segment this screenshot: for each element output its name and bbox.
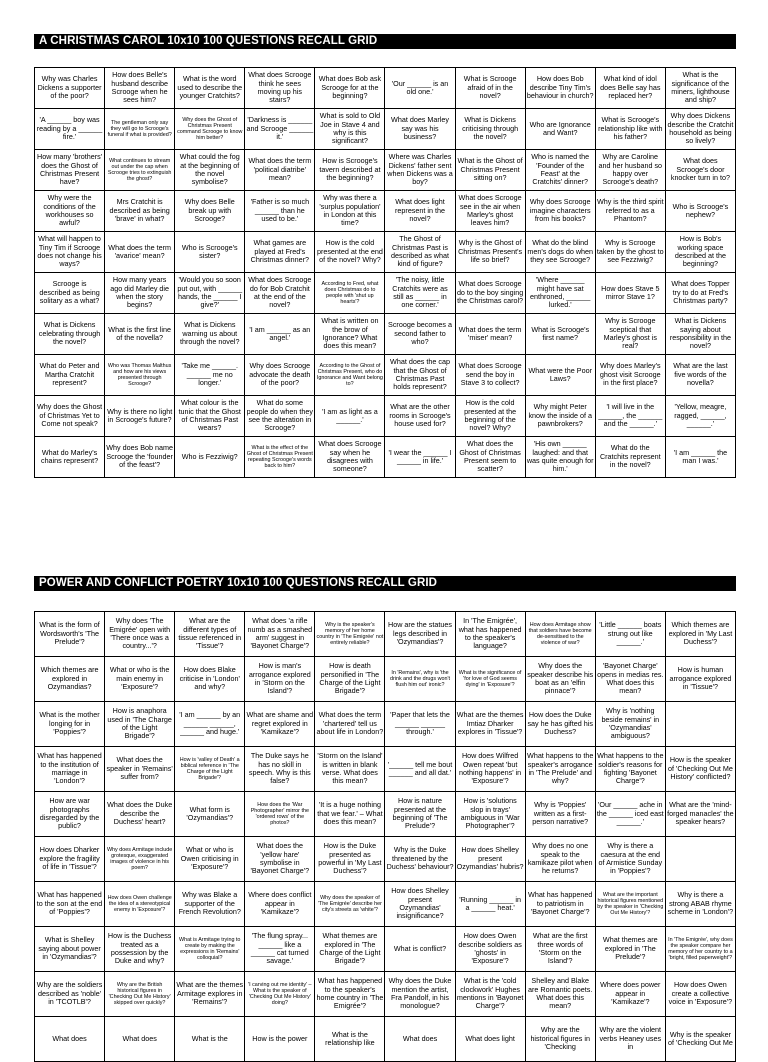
grid-cell: How does Shelley present Ozymandias' hubris? — [455, 837, 525, 882]
grid-cell: How is the cold presented at the end of the novel? Why? — [315, 232, 385, 273]
grid-cell: What colour is the tunic that the Ghost of Christmas Past wears? — [175, 396, 245, 437]
grid-cell: Why does Dickens describe the Cratchit household as being so lively? — [665, 109, 735, 150]
grid-cell: What are shame and regret explored in 'Kamikaze'? — [245, 702, 315, 747]
grid-cell: What is Shelley saying about power in 'Ozymandias'? — [35, 927, 105, 972]
grid-cell: '______ tell me bout ______ and all dat.' — [385, 747, 455, 792]
grid-row — [35, 273, 736, 314]
grid-cell: What does Scrooge see in the air when Marley's ghost leaves him? — [455, 191, 525, 232]
grid-cell: What is Scrooge's relationship like with his father? — [595, 109, 665, 150]
grid-cell: What does the Ghost of Christmas Present seem to scatter? — [455, 437, 525, 478]
grid-row — [35, 191, 736, 232]
grid-cell: What does the 'yellow hare' symbolise in 'Bayonet Charge'? — [245, 837, 315, 882]
grid-cell: Why are the British historical figures in 'Checking Out Me History' skipped over quickly? — [105, 972, 175, 1017]
grid-cell: What is written on the brow of Ignorance? What does this mean? — [315, 314, 385, 355]
grid-cell: Scrooge becomes a second father to who? — [385, 314, 455, 355]
grid-cell: 'A ______ boy was reading by a ______ fire.' — [35, 109, 105, 150]
grid-cell: What happens to the speaker's arrogance in 'The Prelude' and why? — [525, 747, 595, 792]
grid-cell: Why does the Ghost of Christmas Present command Scrooge to know him better? — [175, 109, 245, 150]
grid-cell: What is the Ghost of Christmas Present sitting on? — [455, 150, 525, 191]
grid-cell: The gentleman only say they will go to Scrooge's funeral if what is provided? — [105, 109, 175, 150]
grid-cell: 'Little ______ boats strung out like ______.' — [595, 612, 665, 657]
grid-row — [35, 68, 736, 109]
grid-cell: 'It is a huge nothing that we fear.' – What does this mean? — [315, 792, 385, 837]
grid-cell: 'I carving out me identity' – What is the speaker of 'Checking Out Me History' doing? — [245, 972, 315, 1017]
grid-cell: What games are played at Fred's Christmas dinner? — [245, 232, 315, 273]
grid-cell: What is the 'cold clockwork' Hughes mentions in 'Bayonet Charge'? — [455, 972, 525, 1017]
grid-cell: What has happened to the speaker's home country in 'The Emigrée'? — [315, 972, 385, 1017]
grid-cell: In 'The Emigrée', why does the speaker compare her memory of her country to a 'bright, filled paperweight'? — [665, 927, 735, 972]
grid-row — [35, 747, 736, 792]
grid-cell: Where does power appear in 'Kamikaze'? — [595, 972, 665, 1017]
grid-cell: What is the — [175, 1017, 245, 1062]
grid-cell: What does Scrooge do to the boy singing the Christmas carol? — [455, 273, 525, 314]
grid-cell: Why are Caroline and her husband so happy over Scrooge's death? — [595, 150, 665, 191]
grid-row — [35, 232, 736, 273]
grid-cell: What does 'a rifle numb as a smashed arm' suggest in 'Bayonet Charge'? — [245, 612, 315, 657]
grid-cell: In 'The Emigrée', what has happened to the speaker's language? — [455, 612, 525, 657]
grid-cell: What is Scrooge's first name? — [525, 314, 595, 355]
grid-cell: 'Yellow, meagre, ragged, ______, ______.' — [665, 396, 735, 437]
grid-cell: 'Would you so soon put out, with ______ hands, the ______ I give?' — [175, 273, 245, 314]
grid-cell: What does — [105, 1017, 175, 1062]
grid-cell: Why is 'nothing beside remains' in 'Ozymandias' ambiguous? — [595, 702, 665, 747]
grid-cell: 'Darkness is ______ and Scrooge ______ it.' — [245, 109, 315, 150]
grid-cell: What is the mother longing for in 'Poppies'? — [35, 702, 105, 747]
grid-cell: How is death personified in 'The Charge of the Light Brigade'? — [315, 657, 385, 702]
grid-cell: What is Dickens saying about responsibility in the novel? — [665, 314, 735, 355]
grid-cell: Why is the Duke threatened by the Duchess' behaviour? — [385, 837, 455, 882]
grid-cell: What is Dickens celebrating through the novel? — [35, 314, 105, 355]
grid-cell: What do the Cratchits represent in the novel? — [595, 437, 665, 478]
grid-cell: What does the speaker in 'Remains' suffer from? — [105, 747, 175, 792]
grid-cell: Who are Ignorance and Want? — [525, 109, 595, 150]
grid-cell: Why does the speaker of 'The Emigrée' describe her city's streets as 'white'? — [315, 882, 385, 927]
grid-cell: 'Take me ______. ______ me no longer.' — [175, 355, 245, 396]
grid-cell: How does Owen challenge the idea of a stereotypical enemy in 'Exposure'? — [105, 882, 175, 927]
grid-cell: What is Dickens warning us about through the novel? — [175, 314, 245, 355]
grid-cell: How does the 'War Photographer' mirror the 'ordered rows' of the photos? — [245, 792, 315, 837]
grid-cell: What does Marley say was his business? — [385, 109, 455, 150]
grid-cell: Why is the Ghost of Christmas Present's life so brief? — [455, 232, 525, 273]
grid-cell: What has happened to the institution of marriage in 'London'? — [35, 747, 105, 792]
grid-cell: How is man's arrogance explored in 'Storm on the Island'? — [245, 657, 315, 702]
grid-cell: What is the relationship like — [315, 1017, 385, 1062]
grid-cell: What does the cap that the Ghost of Christmas Past holds represent? — [385, 355, 455, 396]
grid-cell: How is anaphora used in 'The Charge of the Light Brigade'? — [105, 702, 175, 747]
grid-cell: Why was Blake a supporter of the French Revolution? — [175, 882, 245, 927]
grid-cell: Why does Marley's ghost visit Scrooge in the first place? — [595, 355, 665, 396]
section-title-christmas-carol: A CHRISTMAS CAROL 10x10 100 QUESTIONS RECALL GRID — [34, 34, 736, 49]
grid-cell: Why were the conditions of the workhouses so awful? — [35, 191, 105, 232]
grid-cell: How is 'solutions slop in trays' ambiguous in 'War Photographer'? — [455, 792, 525, 837]
grid-cell: Why was Charles Dickens a supporter of the poor? — [35, 68, 105, 109]
grid-row — [35, 437, 736, 478]
grid-cell: What does the term 'miser' mean? — [455, 314, 525, 355]
grid-cell: Who is Scrooge's sister? — [175, 232, 245, 273]
grid-cell: How does Stave 5 mirror Stave 1? — [595, 273, 665, 314]
grid-cell: Why does the Ghost of Christmas Yet to Come not speak? — [35, 396, 105, 437]
grid-cell: According to Fred, what does Christmas do to people with 'shut up hearts'? — [315, 273, 385, 314]
grid-cell: What are the 'mind-forged manacles' the speaker hears? — [665, 792, 735, 837]
grid-cell: What or who is the main enemy in 'Exposure'? — [105, 657, 175, 702]
grid-cell: What could the fog at the beginning of the novel symbolise? — [175, 150, 245, 191]
grid-cell: What or who is Owen criticising in 'Exposure'? — [175, 837, 245, 882]
grid-cell: 'Bayonet Charge' opens in medias res. What does this mean? — [595, 657, 665, 702]
grid-cell: What are the last five words of the novella? — [665, 355, 735, 396]
grid-cell: 'His own ______ laughed: and that was quite enough for him.' — [525, 437, 595, 478]
grid-cell: Why is there no light in Scrooge's future? — [105, 396, 175, 437]
grid-cell: How does Belle's husband describe Scrooge when he sees him? — [105, 68, 175, 109]
grid-cell: Where does conflict appear in 'Kamikaze'? — [245, 882, 315, 927]
grid-cell: What do some people do when they see the alteration in Scrooge? — [245, 396, 315, 437]
grid-cell: How does Armitage show that soldiers have become de-sensitised to the violence of war? — [525, 612, 595, 657]
grid-cell: What do Peter and Martha Cratchit represent? — [35, 355, 105, 396]
grid-cell: What is the effect of the Ghost of Christmas Present repeating Scrooge's words back to him? — [245, 437, 315, 478]
grid-cell: How is the Duke presented as powerful in 'My Last Duchess'? — [315, 837, 385, 882]
grid-cell: Why does Bob name Scrooge the 'founder of the feast'? — [105, 437, 175, 478]
grid-cell: What themes are explored in 'The Prelude'? — [595, 927, 665, 972]
grid-cell: Why does Scrooge advocate the death of the poor? — [245, 355, 315, 396]
grid-cell: What is the word used to describe the younger Cratchits? — [175, 68, 245, 109]
grid-cell: 'Our ______ ache in the ______ iced east ______.' — [595, 792, 665, 837]
grid-cell: What is the form of Wordsworth's 'The Prelude'? — [35, 612, 105, 657]
grid-cell: Why does Armitage include grotesque, exaggerated images of violence in his poem? — [105, 837, 175, 882]
grid-cell: What do the blind men's dogs do when they see Scrooge? — [525, 232, 595, 273]
grid-cell: 'Paper that lets the ______ ______ through.' — [385, 702, 455, 747]
grid-cell — [665, 837, 735, 882]
grid-cell: How is Bob's working space described at the beginning? — [665, 232, 735, 273]
grid-cell: How is the Duchess treated as a possession by the Duke and why? — [105, 927, 175, 972]
grid-cell: What are the first three words of 'Storm on the Island'? — [525, 927, 595, 972]
grid-cell: The Duke says he has no skill in speech. Why is this false? — [245, 747, 315, 792]
grid-cell: Scrooge is described as being solitary as a what? — [35, 273, 105, 314]
grid-cell: What does Scrooge say when he disagrees with someone? — [315, 437, 385, 478]
grid-cell: 'Running ______ in a ______ heat.' — [455, 882, 525, 927]
grid-row — [35, 972, 736, 1017]
grid-cell: Which themes are explored in Ozymandias? — [35, 657, 105, 702]
grid-cell: What does Bob ask Scrooge for at the beginning? — [315, 68, 385, 109]
grid-cell: How are war photographs disregarded by the public? — [35, 792, 105, 837]
grid-cell: What is Armitage trying to create by making the expressions in 'Remains' colloquial? — [175, 927, 245, 972]
grid-cell: Why is 'Poppies' written as a first-person narrative? — [525, 792, 595, 837]
grid-cell: Where was Charles Dickens' father sent when Dickens was a boy? — [385, 150, 455, 191]
grid-cell: The Ghost of Christmas Past is described as what kind of figure? — [385, 232, 455, 273]
grid-cell: Mrs Cratchit is described as being 'brave' in what? — [105, 191, 175, 232]
grid-cell: Why is Scrooge taken by the ghost to see Fezziwig? — [595, 232, 665, 273]
power-conflict-grid — [34, 611, 736, 1062]
grid-cell: Why does Belle break up with Scrooge? — [175, 191, 245, 232]
grid-cell: 'The noisy, little Cratchits were as still as ______ in one corner.' — [385, 273, 455, 314]
grid-cell: What has happened to patriotism in 'Bayonet Charge'? — [525, 882, 595, 927]
grid-cell: What are the important historical figures mentioned by the speaker in 'Checking Out Me History'? — [595, 882, 665, 927]
grid-cell: Why are the violent verbs Heaney uses in — [595, 1017, 665, 1062]
grid-row — [35, 396, 736, 437]
grid-row — [35, 702, 736, 747]
grid-cell: Why is the speaker of 'Checking Out Me — [665, 1017, 735, 1062]
grid-cell: What does the term 'avarice' mean? — [105, 232, 175, 273]
grid-cell: What does Scrooge's door knocker turn in to? — [665, 150, 735, 191]
grid-cell: Why is there a caesura at the end of Armistice Sunday in 'Poppies'? — [595, 837, 665, 882]
grid-cell: How does Dharker explore the fragility of life in 'Tissue'? — [35, 837, 105, 882]
grid-cell: 'I will live in the ______, the ______ and the ______.' — [595, 396, 665, 437]
grid-cell: 'I am ______ the man I was.' — [665, 437, 735, 478]
grid-cell: What has happened to the son at the end of 'Poppies'? — [35, 882, 105, 927]
grid-cell: 'Our ______ is an old one.' — [385, 68, 455, 109]
grid-cell: What form is 'Ozymandias'? — [175, 792, 245, 837]
grid-cell: What continues to stream out under the cap when Scrooge tries to extinguish the ghost? — [105, 150, 175, 191]
grid-cell: Why are the historical figures in 'Checking — [525, 1017, 595, 1062]
grid-cell: What themes are explored in 'The Charge of the Light Brigade'? — [315, 927, 385, 972]
grid-cell: What were the Poor Laws? — [525, 355, 595, 396]
grid-cell: How is Scrooge's tavern described at the beginning? — [315, 150, 385, 191]
grid-cell: How is the speaker of 'Checking Out Me History' conflicted? — [665, 747, 735, 792]
section-title-power-conflict: POWER AND CONFLICT POETRY 10x10 100 QUESTIONS RECALL GRID — [34, 576, 736, 591]
grid-cell: How does Blake criticise in 'London' and why? — [175, 657, 245, 702]
grid-cell: Why does no one speak to the kamikaze pilot when he returns? — [525, 837, 595, 882]
grid-cell: Why is Scrooge sceptical that Marley's ghost is real? — [595, 314, 665, 355]
grid-cell: 'I am as light as a ______.' — [315, 396, 385, 437]
grid-cell: Why is the third spirit referred to as a Phantom? — [595, 191, 665, 232]
grid-cell: What does light — [455, 1017, 525, 1062]
grid-cell: What is Scrooge afraid of in the novel? — [455, 68, 525, 109]
grid-cell: Which themes are explored in 'My Last Duchess'? — [665, 612, 735, 657]
grid-cell: What does Scrooge do for Bob Cratchit at the end of the novel? — [245, 273, 315, 314]
grid-cell: How does Shelley present Ozymandias' insignificance? — [385, 882, 455, 927]
grid-cell: Why was there a 'surplus population' in London at this time? — [315, 191, 385, 232]
grid-cell: 'Father is so much ______ than he used to be.' — [245, 191, 315, 232]
grid-cell: What are the themes Armitage explores in 'Remains'? — [175, 972, 245, 1017]
grid-row — [35, 927, 736, 972]
grid-cell: 'I wear the ______ I ______ in life.' — [385, 437, 455, 478]
grid-row — [35, 657, 736, 702]
grid-row — [35, 837, 736, 882]
grid-cell: What does light represent in the novel? — [385, 191, 455, 232]
grid-cell: What does — [385, 1017, 455, 1062]
grid-cell: Why does 'The Emigrée' open with 'There once was a country...'? — [105, 612, 175, 657]
grid-row — [35, 882, 736, 927]
grid-cell: What is the significance of the miners, lighthouse and ship? — [665, 68, 735, 109]
grid-cell: Why does Scrooge imagine characters from his books? — [525, 191, 595, 232]
grid-row — [35, 1017, 736, 1062]
grid-cell: What is sold to Old Joe in Stave 4 and why is this significant? — [315, 109, 385, 150]
grid-row — [35, 355, 736, 396]
grid-cell: Who is Scrooge's nephew? — [665, 191, 735, 232]
grid-cell: How many years ago did Marley die when the story begins? — [105, 273, 175, 314]
grid-cell: Why is there a strong ABAB rhyme scheme in 'London'? — [665, 882, 735, 927]
grid-cell: 'I am ______ as an angel.' — [245, 314, 315, 355]
grid-cell: Why are the soldiers described as 'noble' in 'TCOTLB'? — [35, 972, 105, 1017]
grid-cell: How many 'brothers' does the Ghost of Christmas Present have? — [35, 150, 105, 191]
grid-cell: What does the Duke describe the Duchess' heart? — [105, 792, 175, 837]
grid-row — [35, 792, 736, 837]
grid-cell: 'Where ______ might have sat enthroned, ______ lurked.' — [525, 273, 595, 314]
grid-cell: How does the Duke say he has gifted his Duchess? — [525, 702, 595, 747]
grid-cell: What do Marley's chains represent? — [35, 437, 105, 478]
grid-cell: How are the statues legs described in 'Ozymandias'? — [385, 612, 455, 657]
christmas-carol-grid — [34, 67, 736, 478]
grid-row — [35, 314, 736, 355]
grid-row — [35, 109, 736, 150]
grid-cell: How is 'valley of Death' a biblical reference in 'The Charge of the Light Brigade'? — [175, 747, 245, 792]
grid-cell: Shelley and Blake are Romantic poets. What does this mean? — [525, 972, 595, 1017]
grid-cell: What does — [35, 1017, 105, 1062]
grid-cell: What are the other rooms in Scrooge's house used for? — [385, 396, 455, 437]
grid-row — [35, 612, 736, 657]
grid-row — [35, 150, 736, 191]
grid-cell: How does Bob describe Tiny Tim's behaviour in church? — [525, 68, 595, 109]
grid-cell: Why might Peter know the inside of a pawnbrokers? — [525, 396, 595, 437]
grid-cell: What are the themes Imtiaz Dharker explores in 'Tissue'? — [455, 702, 525, 747]
grid-cell: What does Topper try to do at Fred's Christmas party? — [665, 273, 735, 314]
grid-cell: How is nature presented at the beginning of 'The Prelude'? — [385, 792, 455, 837]
grid-cell: How does Wilfred Owen repeat 'but nothing happens' in 'Exposure'? — [455, 747, 525, 792]
grid-cell: What does the term 'chartered' tell us about life in London? — [315, 702, 385, 747]
grid-cell: Who is Fezziwig? — [175, 437, 245, 478]
grid-cell: How is the cold presented at the beginning of the novel? Why? — [455, 396, 525, 437]
grid-cell: How is the power — [245, 1017, 315, 1062]
grid-cell: Who is named the 'Founder of the Feast' at the Cratchits' dinner? — [525, 150, 595, 191]
grid-cell: What does Scrooge think he sees moving up his stairs? — [245, 68, 315, 109]
grid-cell: What is the first line of the novella? — [105, 314, 175, 355]
grid-cell: Why does the speaker describe his boat as an 'elfin pinnace'? — [525, 657, 595, 702]
grid-cell: How does Owen create a collective voice in 'Exposure'? — [665, 972, 735, 1017]
grid-cell: What is the significance of 'for love of God seems dying' in 'Exposure'? — [455, 657, 525, 702]
grid-cell: What does the term 'political diatribe' mean? — [245, 150, 315, 191]
grid-cell: What kind of idol does Belle say has replaced her? — [595, 68, 665, 109]
grid-cell: In 'Remains', why is 'the drink and the drugs won't flush him out' ironic? — [385, 657, 455, 702]
grid-cell: How does Owen describe soldiers as 'ghosts' in 'Exposure'? — [455, 927, 525, 972]
grid-cell: What will happen to Tiny Tim if Scrooge does not change his ways? — [35, 232, 105, 273]
grid-cell: How is human arrogance explored in 'Tissue'? — [665, 657, 735, 702]
grid-cell: What is conflict? — [385, 927, 455, 972]
grid-cell: Who was Thomas Malthus and how are his views presented through Scrooge? — [105, 355, 175, 396]
grid-cell: Why is the speaker's memory of her home country in 'The Emigrée' not entirely reliable? — [315, 612, 385, 657]
grid-cell: 'The flung spray... ______ like a ______ cat turned savage.' — [245, 927, 315, 972]
grid-cell — [665, 702, 735, 747]
grid-cell: According to the Ghost of Christmas Present, who do Ignorance and Want belong to? — [315, 355, 385, 396]
grid-cell: 'I am ______ by an ______ ______, ______ and huge.' — [175, 702, 245, 747]
grid-cell: What is Dickens criticising through the novel? — [455, 109, 525, 150]
grid-cell: What does Scrooge send the boy in Stave 3 to collect? — [455, 355, 525, 396]
grid-cell: Why does the Duke mention the artist, Fra Pandolf, in his monologue? — [385, 972, 455, 1017]
grid-cell: What are the different types of tissue referenced in 'Tissue'? — [175, 612, 245, 657]
grid-cell: 'Storm on the Island' is written in blank verse. What does this mean? — [315, 747, 385, 792]
grid-cell: What happens to the soldier's reasons for fighting 'Bayonet Charge'? — [595, 747, 665, 792]
